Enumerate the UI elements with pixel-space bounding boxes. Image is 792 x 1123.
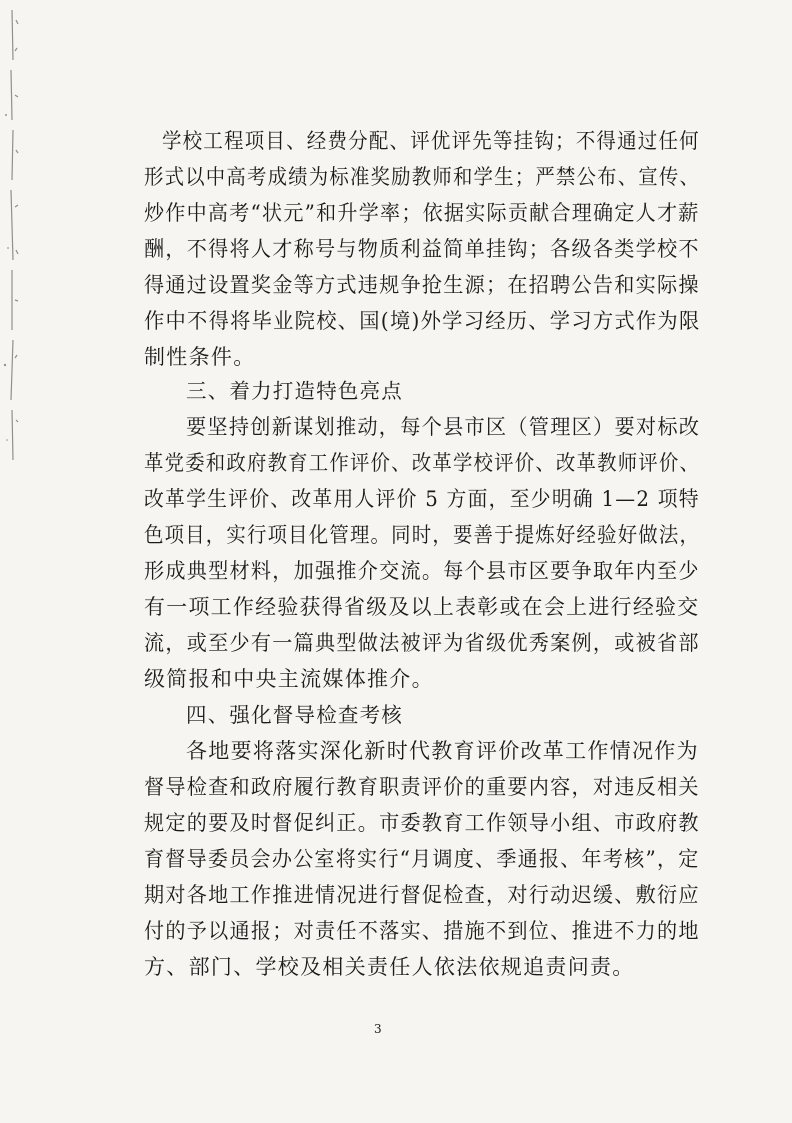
paragraph-line: 形成典型材料，加强推介交流。每个县市区要争取年内至少 — [144, 559, 700, 583]
paragraph-line: 级简报和中央主流媒体推介。 — [144, 667, 434, 691]
paragraph-line: 方、部门、学校及相关责任人依法依规追责问责。 — [144, 955, 635, 979]
paragraph-line: 流，或至少有一篇典型做法被评为省级优秀案例，或被省部 — [144, 631, 700, 655]
paragraph-line: 付的予以通报；对责任不落实、措施不到位、推进不力的地 — [144, 919, 700, 943]
paragraph-line: 色项目，实行项目化管理。同时，要善于提炼好经验好做法， — [144, 523, 701, 547]
paragraph-line: 酬，不得将人才称号与物质利益简单挂钩；各级各类学校不 — [144, 237, 700, 261]
paragraph-line: 作中不得将毕业院校、国(境)外学习经历、学习方式作为限 — [144, 309, 701, 333]
paragraph-line: 形式以中高考成绩为标准奖励教师和学生；严禁公布、宣传、 — [144, 165, 701, 189]
section-heading-3: 三、着力打造特色亮点 — [186, 379, 403, 403]
paragraph-line: 规定的要及时督促纠正。市委教育工作领导小组、市政府教 — [144, 811, 700, 835]
section-heading-4: 四、强化督导检查考核 — [186, 703, 403, 727]
page-number: 3 — [374, 1022, 382, 1036]
paragraph-line: 改革学生评价、改革用人评价 5 方面，至少明确 1—2 项特 — [144, 487, 700, 511]
paragraph-line: 督导检查和政府履行教育职责评价的重要内容，对违反相关 — [144, 775, 700, 799]
paragraph-line: 炒作中高考“状元”和升学率；依据实际贡献合理确定人才薪 — [144, 201, 700, 225]
paragraph-line: 革党委和政府教育工作评价、改革学校评价、改革教师评价、 — [144, 451, 701, 475]
paragraph-line: 学校工程项目、经费分配、评优评先等挂钩；不得通过任何 — [162, 129, 700, 153]
paragraph-line: 制性条件。 — [144, 345, 256, 369]
paragraph-line: 有一项工作经验获得省级及以上表彰或在会上进行经验交 — [144, 595, 700, 619]
paragraph-line: 得通过设置奖金等方式违规争抢生源；在招聘公告和实际操 — [144, 273, 700, 297]
paragraph-line: 育督导委员会办公室将实行“月调度、季通报、年考核”，定 — [144, 847, 700, 871]
scan-edge-marks — [0, 0, 40, 470]
paragraph-line: 各地要将落实深化新时代教育评价改革工作情况作为 — [186, 739, 699, 763]
paragraph-line: 要坚持创新谋划推动，每个县市区（管理区）要对标改 — [186, 415, 701, 439]
paragraph-line: 期对各地工作推进情况进行督促检查，对行动迟缓、敷衍应 — [144, 883, 700, 907]
